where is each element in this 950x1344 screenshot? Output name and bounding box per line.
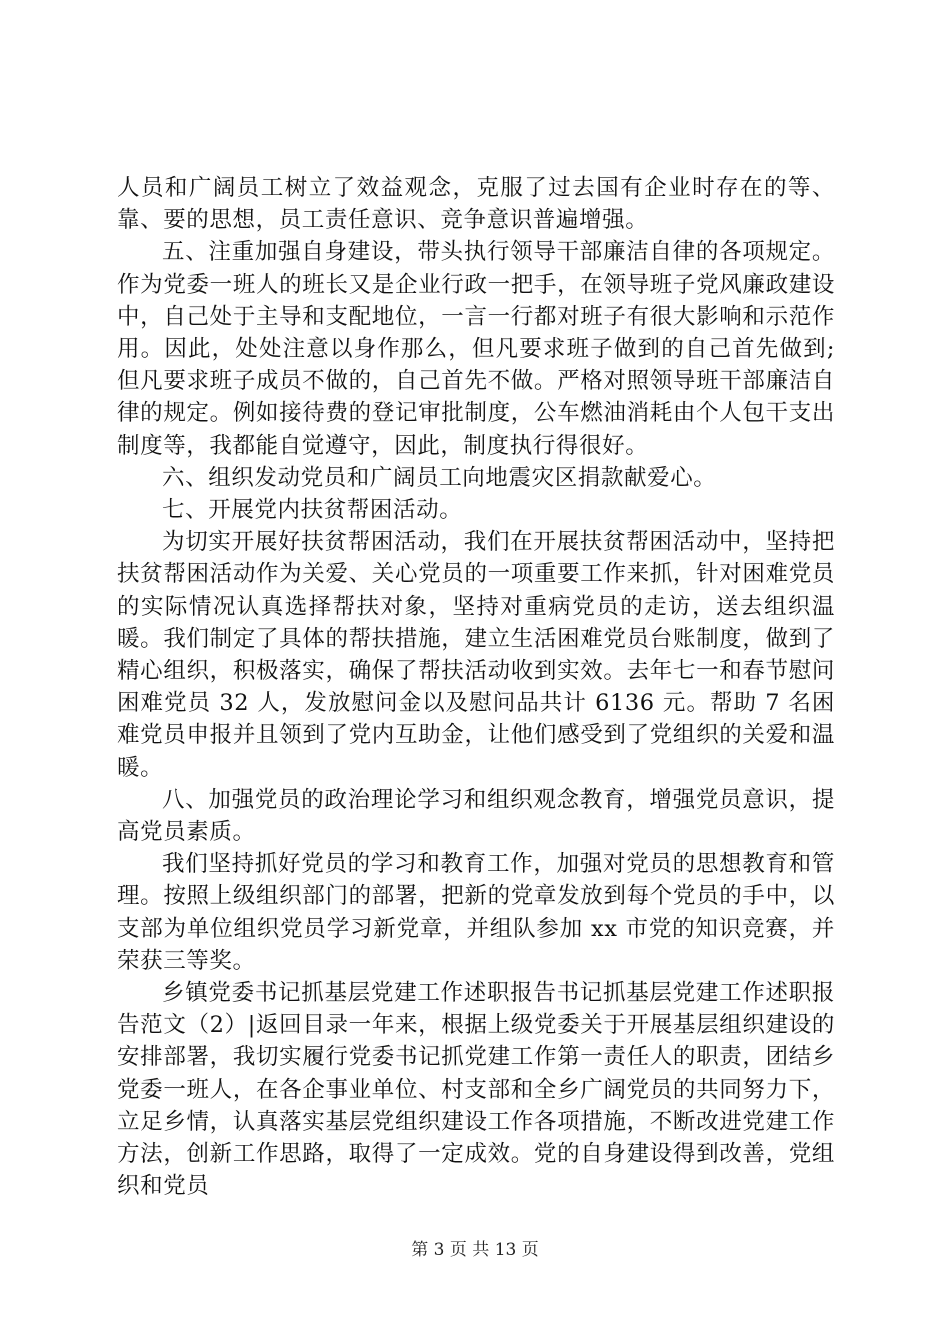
paragraph-8: 乡镇党委书记抓基层党建工作述职报告书记抓基层党建工作述职报告范文（2）|返回目录一年来，根据上级党委关于开展基层组织建设的安排部署，我切实履行党委书记抓党建工作第一责任人的职责，团结乡党委一班人，在各企事业单位、村支部和全乡广阔党员的共同努力下，立足乡情，认真落实基层党组织建设工作各项措施，不断改进党建工作方法，创新工作思路，取得了一定成效。党的自身建设得到改善，党组织和党员 [117, 980, 835, 1200]
paragraph-5: 为切实开展好扶贫帮困活动，我们在开展扶贫帮困活动中，坚持把扶贫帮困活动作为关爱、关心党员的一项重要工作来抓，针对困难党员的实际情况认真选择帮扶对象，坚持对重病党员的走访，送去组织温暖。我们制定了具体的帮扶措施，建立生活困难党员台账制度，做到了精心组织，积极落实，确保了帮扶活动收到实效。去年七一和春节慰问困难党员 32 人，发放慰问金以及慰问品共计 6136 元。帮助 7 名困难党员申报并且领到了党内互助金，让他们感受到了党组织的关爱和温暖。 [117, 529, 835, 781]
paragraph-7: 我们坚持抓好党员的学习和教育工作，加强对党员的思想教育和管理。按照上级组织部门的部署，把新的党章发放到每个党员的手中，以支部为单位组织党员学习新党章，并组队参加 xx 市党的知识竞赛，并荣获三等奖。 [117, 851, 835, 974]
paragraph-1: 人员和广阔员工树立了效益观念，克服了过去国有企业时存在的等、靠、要的思想，员工责任意识、竞争意识普遍增强。 [117, 175, 835, 234]
page-number-footer: 第 3 页 共 13 页 [411, 1240, 539, 1260]
document-body [117, 172, 835, 1203]
paragraph-6: 八、加强党员的政治理论学习和组织观念教育，增强党员意识，提高党员素质。 [117, 786, 835, 846]
paragraph-2: 五、注重加强自身建设，带头执行领导干部廉洁自律的各项规定。作为党委一班人的班长又是企业行政一把手，在领导班子党风廉政建设中，自己处于主导和支配地位，一言一行都对班子有很大影响和示范作用。因此，处处注意以身作那么，但凡要求班子做到的自己首先做到;但凡要求班子成员不做的，自己首先不做。严格对照领导班干部廉洁自律的规定。例如接待费的登记审批制度，公车燃油消耗由个人包干支出制度等，我都能自觉遵守，因此，制度执行得很好。 [117, 239, 835, 459]
paragraph-3: 六、组织发动党员和广阔员工向地震灾区捐款献爱心。 [162, 464, 717, 491]
paragraph-4: 七、开展党内扶贫帮困活动。 [162, 497, 463, 524]
